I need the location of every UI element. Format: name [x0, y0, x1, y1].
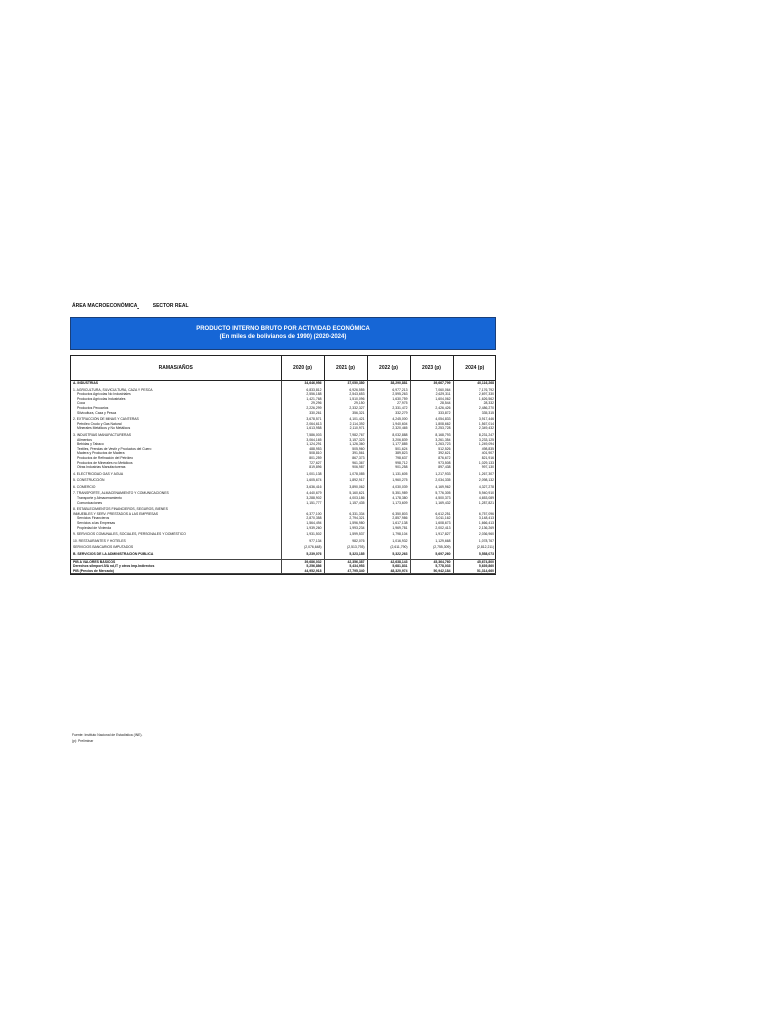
row-value: 4,101,421: [324, 417, 367, 422]
row-value: 45,674,800: [453, 559, 496, 564]
row-value: 8,168,793: [410, 433, 453, 438]
row-label: 8. ESTABLECIMIENTOS FINANCIEROS, SEGUROS, BIENES: [73, 507, 168, 512]
row-value: 2,098,132: [453, 478, 496, 483]
table-title-banner: [70, 317, 496, 350]
row-value: 1,940,604: [367, 422, 410, 427]
row-value: 1,608,673: [410, 521, 453, 526]
row-value: 4,245,000: [367, 417, 410, 422]
row-label: 1. AGRICULTURA, SILVICULTURA, CAZA Y PESCA: [73, 387, 153, 392]
row-value: 1,510,096: [324, 397, 367, 402]
row-value: 1,131,605: [367, 472, 410, 477]
row-label: Minerales Metálicos y No Metálicos: [77, 426, 131, 431]
row-value: 498,835: [453, 447, 496, 452]
row-value: 973,508: [410, 461, 453, 466]
row-label: Productos de Minerales no Metálicos: [77, 460, 133, 465]
row-value: 51,314,660: [453, 569, 496, 574]
row-value: 1,001,138: [281, 472, 324, 477]
column-header: 2020 (p): [281, 356, 324, 381]
row-value: 1,917,827: [410, 532, 453, 537]
row-value: 867,373: [324, 456, 367, 461]
row-value: 7,586,003: [281, 433, 324, 438]
row-value: 6,350,803: [367, 512, 410, 517]
row-label: Servicios a las Empresas: [77, 521, 116, 526]
row-value: 1,599,537: [324, 532, 367, 537]
row-value: 508,810: [281, 451, 324, 456]
row-label: PIB A VALORES BÁSICOS: [71, 559, 281, 564]
row-value: 1,421,768: [281, 397, 324, 402]
row-value: 4,178,380: [367, 496, 410, 501]
row-value: 1,613,958: [281, 426, 324, 431]
row-value: 8,032,888: [367, 433, 410, 438]
row-value: 1,596,980: [324, 521, 367, 526]
row-value: 2,595,263: [367, 392, 410, 397]
row-value: 5,160,621: [324, 491, 367, 496]
row-value: 48,320,974: [367, 569, 410, 574]
row-value: 392,621: [410, 451, 453, 456]
row-label: Textiles, Prendas de Vestir y Productos del Cuero: [77, 446, 152, 451]
row-value: 2,426,426: [410, 406, 453, 411]
row-value: 1,969,781: [367, 526, 410, 531]
row-value: 29,150: [324, 401, 367, 406]
gdp-table: [70, 355, 496, 575]
row-value: 5,639,860: [453, 564, 496, 569]
row-value: 1,617,138: [367, 521, 410, 526]
row-value: 2,332,327: [324, 406, 367, 411]
row-value: 2,349,432: [453, 426, 496, 431]
row-label: 2. EXTRACCIÓN DE MINAS Y CANTERAS: [73, 417, 139, 422]
row-value: 501,624: [367, 447, 410, 452]
row-label: Productos Agrícolas Industriales: [77, 396, 126, 401]
section-header: [72, 303, 189, 309]
row-value: 4,500,373: [410, 496, 453, 501]
table-body: [71, 381, 496, 574]
column-header: RAMAS/AÑOS: [71, 356, 281, 381]
row-value: 3,288,902: [281, 496, 324, 501]
row-value: 8,231,247: [453, 433, 496, 438]
row-value: 5,239,076: [281, 552, 324, 557]
table-row: [71, 569, 496, 574]
row-value: 876,672: [410, 456, 453, 461]
row-value: (2,513,793): [324, 545, 367, 550]
row-label: Alimentos: [77, 437, 92, 442]
row-value: 47,795,340: [324, 569, 367, 574]
column-header: 2021 (p): [324, 356, 367, 381]
row-value: 821,916: [453, 456, 496, 461]
row-value: 1,666,413: [453, 521, 496, 526]
row-value: 29,296: [281, 401, 324, 406]
row-value: 3,064,165: [281, 438, 324, 443]
row-value: 801,259: [281, 456, 324, 461]
row-value: 27,975: [367, 401, 410, 406]
area-label: ÁREA MACROECONÓMICA: [72, 303, 138, 309]
row-value: 2,064,613: [281, 422, 324, 427]
row-value: 5,940,910: [453, 491, 496, 496]
row-label: 5. CONSTRUCCIÓN: [73, 478, 105, 483]
row-value: 1,078,767: [453, 539, 496, 544]
row-value: 1,124,291: [281, 442, 324, 447]
row-value: 4,169,962: [410, 485, 453, 490]
row-label: Transporte y Almacenamiento: [77, 496, 122, 501]
row-value: 2,036,960: [453, 532, 496, 537]
row-value: 2,253,728: [410, 426, 453, 431]
row-value: 997,130: [453, 465, 496, 470]
row-value: 901,258: [367, 465, 410, 470]
table-title: PRODUCTO INTERNO BRUTO POR ACTIVIDAD ECONÓMICA: [196, 326, 370, 332]
row-value: 5,323,185: [324, 552, 367, 557]
preliminary-note: (p): Preliminar: [72, 739, 94, 743]
row-value: 50,942,184: [410, 569, 453, 574]
row-value: 333,872: [410, 411, 453, 416]
row-value: 1,993,234: [324, 526, 367, 531]
row-value: 1,939,260: [281, 526, 324, 531]
row-value: 7,060,064: [410, 388, 453, 393]
row-label: SERVICIOS BANCARIOS IMPUTADOS: [73, 545, 134, 550]
row-value: 4,653,089: [453, 496, 496, 501]
row-value: 40,116,268: [453, 381, 496, 386]
row-value: 28,544: [410, 401, 453, 406]
row-value: 1,605,674: [281, 478, 324, 483]
row-value: 5,322,263: [367, 552, 410, 557]
row-label: Comunicaciones: [77, 500, 103, 505]
row-value: 3,636,416: [281, 485, 324, 490]
row-value: 6,833,812: [281, 388, 324, 393]
row-value: 5,351,989: [367, 491, 410, 496]
row-value: 6,757,096: [453, 512, 496, 517]
row-value: 6,612,251: [410, 512, 453, 517]
row-value: 38,290,881: [367, 381, 410, 386]
sector-label: SECTOR REAL: [152, 303, 189, 309]
row-value: 1,249,094: [453, 442, 496, 447]
row-value: 3,011,162: [410, 516, 453, 521]
row-value: 42,356,387: [324, 559, 367, 564]
row-value: 798,637: [367, 456, 410, 461]
row-value: 44,952,918: [281, 569, 324, 574]
row-label: A. INDUSTRIAS: [73, 381, 99, 385]
row-value: 3,261,354: [410, 438, 453, 443]
row-value: 1,267,307: [453, 472, 496, 477]
row-label: INMUEBLES Y SERV. PRESTADOS A LAS EMPRESAS: [73, 511, 158, 516]
row-label: Madera y Productos de Madera: [77, 451, 125, 456]
row-label: Petróleo Crudo y Gas Natural: [77, 421, 122, 426]
row-value: 977,134: [281, 539, 324, 544]
row-value: 2,034,335: [410, 478, 453, 483]
row-value: 3,148,413: [453, 516, 496, 521]
row-label: Propiedad de Vivienda: [77, 525, 112, 530]
row-value: 2,543,653: [324, 392, 367, 397]
row-value: 5,256,886: [281, 564, 324, 569]
row-value: 3,206,839: [367, 438, 410, 443]
row-value: 401,907: [453, 451, 496, 456]
row-value: 1,177,885: [367, 442, 410, 447]
row-value: 42,638,143: [367, 559, 410, 564]
row-value: (2,076,648): [281, 545, 324, 550]
row-value: 819,896: [281, 465, 324, 470]
row-value: 39,686,032: [281, 559, 324, 564]
row-value: 1,630,759: [367, 397, 410, 402]
row-value: 2,226,299: [281, 406, 324, 411]
row-label: 9. SERVICIOS COMUNALES, SOCIALES, PERSONALES Y DOMÉSTICO: [73, 532, 186, 537]
row-value: 2,114,392: [324, 422, 367, 427]
table-subtitle: (En miles de bolivianos de 1990) (2020-2024): [219, 334, 347, 340]
row-value: 4,440,679: [281, 491, 324, 496]
row-value: 1,126,360: [324, 442, 367, 447]
row-value: 1,151,777: [281, 501, 324, 506]
table-header-row: [71, 356, 496, 381]
row-value: 28,332: [453, 401, 496, 406]
row-value: 5,776,305: [410, 491, 453, 496]
row-value: 6,977,213: [367, 388, 410, 393]
row-value: 3,157,323: [324, 438, 367, 443]
row-label: 7. TRANSPORTE, ALMACENAMIENTO Y COMUNICACIONES: [73, 491, 169, 496]
row-value: 45,364,760: [410, 559, 453, 564]
row-label: Coca: [77, 401, 85, 406]
row-value: 3,233,125: [453, 438, 496, 443]
row-value: 4,054,833: [410, 417, 453, 422]
row-label: 6. COMERCIO: [73, 484, 96, 489]
row-value: 982,076: [324, 539, 367, 544]
row-value: 1,564,494: [281, 521, 324, 526]
row-value: 1,626,562: [453, 397, 496, 402]
row-value: 2,857,986: [367, 516, 410, 521]
column-header: 2023 (p): [410, 356, 453, 381]
row-value: 2,486,270: [453, 406, 496, 411]
row-value: 512,526: [410, 447, 453, 452]
row-value: 2,320,465: [367, 426, 410, 431]
row-value: 897,438: [410, 465, 453, 470]
row-label: PIB (Precios de Mercado): [71, 569, 281, 574]
row-value: 34,646,956: [281, 381, 324, 386]
row-value: 906,987: [324, 465, 367, 470]
row-value: 39,667,799: [410, 381, 453, 386]
row-label: Productos Pecuarios: [77, 405, 109, 410]
row-label: Otras Industrias Manufactureras: [77, 465, 126, 470]
row-value: 4,327,278: [453, 485, 496, 490]
row-value: 727,627: [281, 461, 324, 466]
row-value: 2,556,188: [281, 392, 324, 397]
row-value: 6,331,334: [324, 512, 367, 517]
row-value: 998,712: [367, 461, 410, 466]
row-value: 1,129,668: [410, 539, 453, 544]
row-value: 7,176,792: [453, 388, 496, 393]
row-value: 1,960,275: [367, 478, 410, 483]
row-value: 1,604,062: [410, 397, 453, 402]
row-value: 5,558,073: [453, 552, 496, 557]
row-label: 10. RESTAURANTES Y HOTELES: [73, 538, 126, 543]
row-value: 4,030,039: [367, 485, 410, 490]
row-value: 1,892,917: [324, 478, 367, 483]
row-value: 1,157,435: [324, 501, 367, 506]
row-value: 2,870,358: [281, 516, 324, 521]
row-value: 3,890,062: [324, 485, 367, 490]
column-header: 2022 (p): [367, 356, 410, 381]
row-value: 3,917,446: [453, 417, 496, 422]
row-label: 4. ELECTRICIDAD GAS Y AGUA: [73, 471, 124, 476]
row-value: 3,678,571: [281, 417, 324, 422]
row-value: 5,697,260: [410, 552, 453, 557]
row-value: 5,434,953: [324, 564, 367, 569]
row-label: Servicios Financieros: [77, 516, 110, 521]
row-value: (2,755,309): [410, 545, 453, 550]
row-value: 1,931,502: [281, 532, 324, 537]
row-label: Productos Agrícolas No Industriales: [77, 392, 131, 397]
row-label: B. SERVICIOS DE LA ADMINISTRACIÓN PÚBLICA: [73, 552, 154, 556]
row-label: Bebidas y Tabaco: [77, 442, 104, 447]
row-value: 1,217,933: [410, 472, 453, 477]
row-value: 6,926,555: [324, 388, 367, 393]
row-value: 961,367: [324, 461, 367, 466]
row-value: 2,110,971: [324, 426, 367, 431]
row-value: 1,808,662: [410, 422, 453, 427]
source-note: Fuente: Instituto Nacional de Estadística (INE).: [72, 733, 143, 737]
row-value: (2,812,211): [453, 545, 496, 550]
row-value: 1,567,014: [453, 422, 496, 427]
row-value: 1,263,723: [410, 442, 453, 447]
row-value: 1,173,609: [367, 501, 410, 506]
row-label: Productos de Refinación del Petróleo: [77, 455, 133, 460]
row-value: 6,377,100: [281, 512, 324, 517]
row-value: 330,261: [281, 411, 324, 416]
row-value: 7,982,767: [324, 433, 367, 438]
row-value: 2,629,311: [410, 392, 453, 397]
row-value: 389,823: [367, 451, 410, 456]
row-value: 5,778,033: [410, 564, 453, 569]
row-value: 488,953: [281, 447, 324, 452]
row-value: (2,611,790): [367, 545, 410, 550]
row-value: 332,279: [367, 411, 410, 416]
row-value: 356,321: [324, 411, 367, 416]
row-value: 1,287,821: [453, 501, 496, 506]
row-value: 1,029,133: [453, 461, 496, 466]
row-value: 2,136,269: [453, 526, 496, 531]
row-value: 2,697,330: [453, 392, 496, 397]
column-header: 2024 (p): [453, 356, 496, 381]
row-value: 2,331,472: [367, 406, 410, 411]
row-value: 1,169,432: [410, 501, 453, 506]
row-value: 335,315: [453, 411, 496, 416]
row-value: 1,798,104: [367, 532, 410, 537]
row-value: 2,794,321: [324, 516, 367, 521]
row-value: 505,960: [324, 447, 367, 452]
row-value: 1,078,085: [324, 472, 367, 477]
row-value: 5,681,831: [367, 564, 410, 569]
row-value: 391,561: [324, 451, 367, 456]
row-label: Silvicultura, Caza y Pesca: [77, 410, 117, 415]
row-label: Derechos s/Import.IVA nd,IT y otros Imp.Indirectos: [73, 564, 155, 569]
row-value: 37,050,380: [324, 381, 367, 386]
row-label: 3. INDUSTRIAS MANUFACTURERAS: [73, 432, 132, 437]
footnotes: [72, 732, 142, 744]
row-value: 1,016,932: [367, 539, 410, 544]
row-value: 4,003,186: [324, 496, 367, 501]
row-value: 2,002,413: [410, 526, 453, 531]
